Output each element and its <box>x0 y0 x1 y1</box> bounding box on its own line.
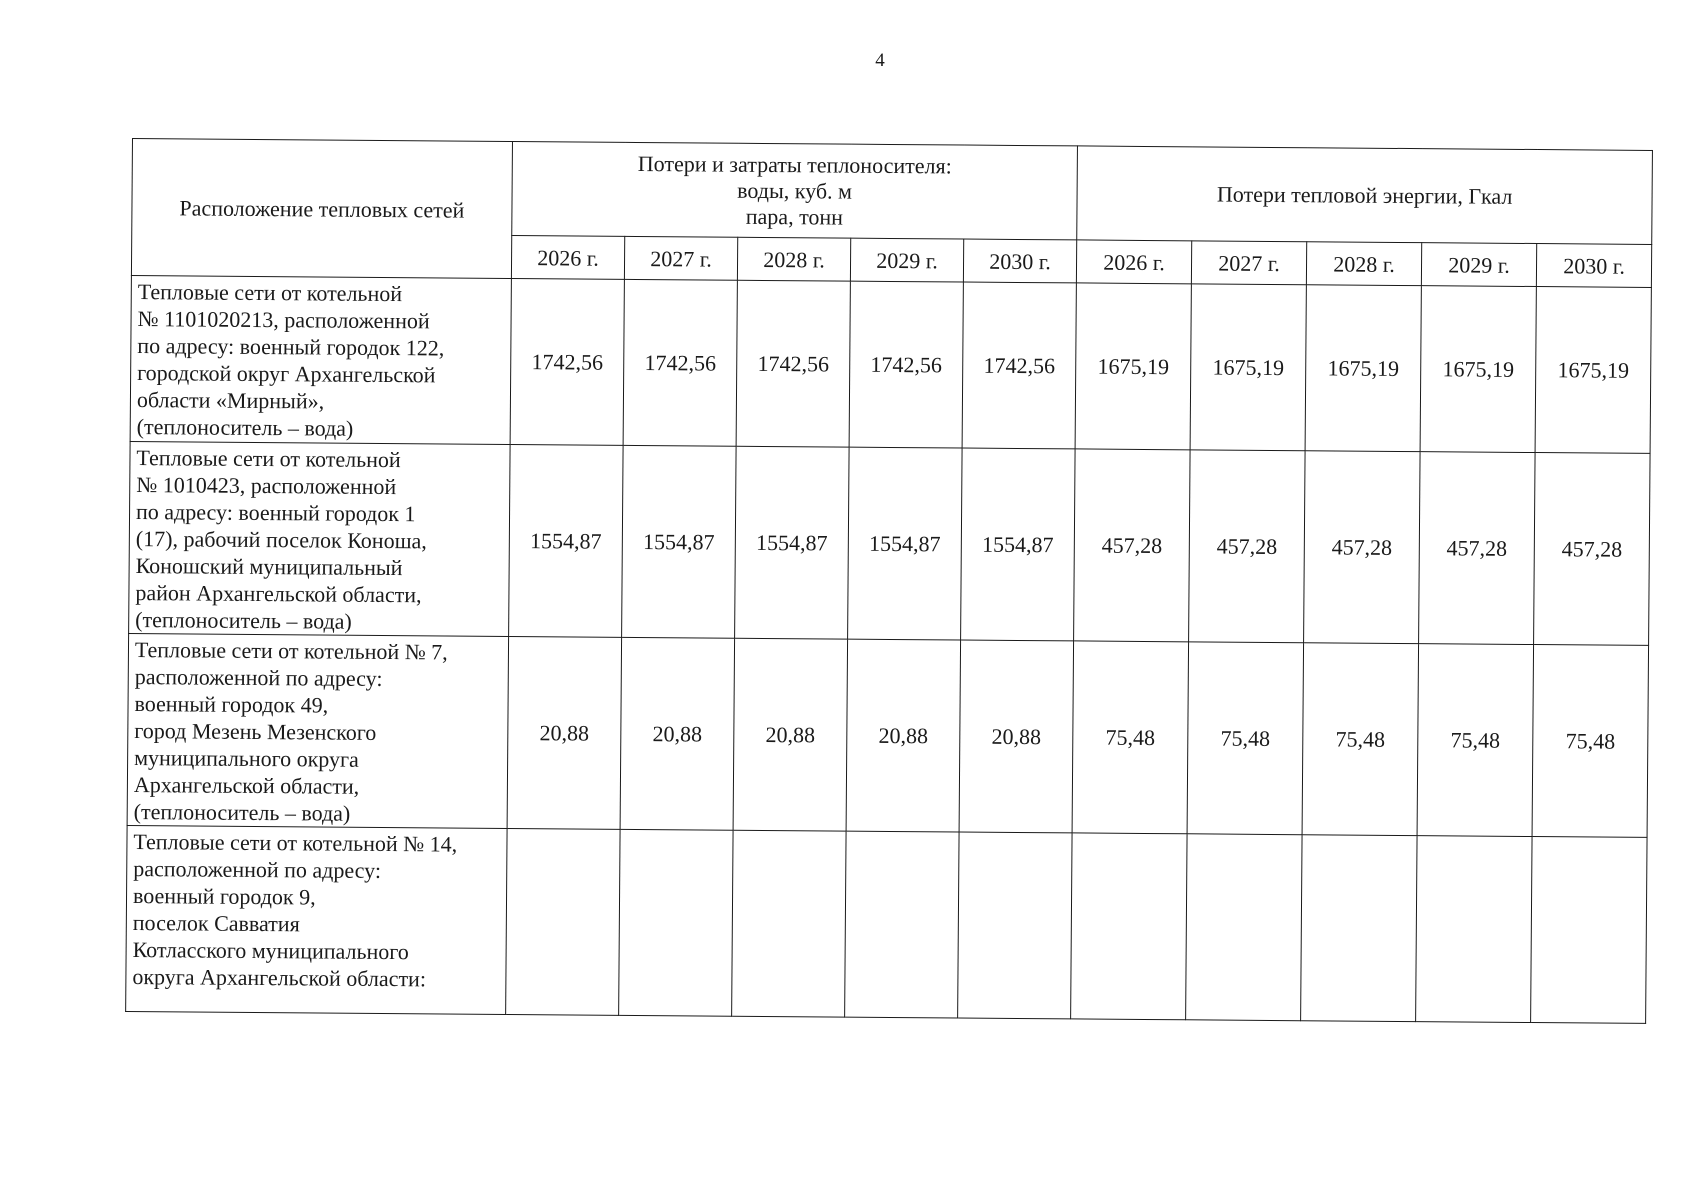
coolant-loss-value <box>958 832 1073 1019</box>
coolant-loss-value: 20,88 <box>846 639 961 832</box>
heat-loss-value: 1675,19 <box>1075 283 1191 450</box>
location-line: поселок Савватия <box>132 910 300 937</box>
location-line: (теплоноситель – вода) <box>136 414 354 441</box>
location-line: по адресу: военный городок 122, <box>137 333 445 361</box>
header-heat-year: 2030 г. <box>1536 244 1651 288</box>
heat-loss-value <box>1071 833 1187 1020</box>
location-line: расположенной по адресу: <box>133 856 382 883</box>
heat-loss-value <box>1186 834 1302 1021</box>
coolant-loss-value <box>845 831 959 1018</box>
heat-loss-value: 457,28 <box>1534 453 1651 646</box>
coolant-loss-value: 1742,56 <box>736 280 850 447</box>
header-coolant-line: Потери и затраты теплоносителя: <box>637 150 952 178</box>
header-coolant-year: 2030 г. <box>963 239 1076 283</box>
location-line: город Мезень Мезенского <box>134 718 377 745</box>
location-line: (теплоноситель – вода) <box>135 607 352 634</box>
heat-loss-value <box>1531 837 1648 1024</box>
location-line: № 1101020213, расположенной <box>137 306 430 334</box>
location-line: муниципального округа <box>134 745 359 772</box>
header-coolant-losses <box>512 141 1078 239</box>
coolant-loss-value: 1554,87 <box>735 446 850 639</box>
header-heat-year: 2026 г. <box>1076 240 1191 284</box>
location-line: Тепловые сети от котельной № 7, <box>134 637 448 665</box>
location-line: Тепловые сети от котельной <box>137 279 403 307</box>
header-coolant-year: 2027 г. <box>624 236 737 280</box>
heat-loss-value: 457,28 <box>1074 449 1191 642</box>
coolant-loss-value: 1742,56 <box>849 281 963 448</box>
header-coolant-line: воды, куб. м <box>737 177 853 204</box>
location-line: Тепловые сети от котельной № 14, <box>133 829 458 857</box>
header-coolant-year: 2026 г. <box>511 235 624 279</box>
header-heat-year: 2028 г. <box>1306 242 1421 286</box>
coolant-loss-value <box>619 829 733 1016</box>
heat-loss-value: 1675,19 <box>1535 287 1651 454</box>
table-row <box>129 441 1651 645</box>
location-line: район Архангельской области, <box>135 580 422 608</box>
location-line: № 1010423, расположенной <box>136 472 397 500</box>
heat-loss-value: 1675,19 <box>1420 286 1536 453</box>
heat-loss-value <box>1301 835 1417 1022</box>
location-line: (теплоноситель – вода) <box>133 799 351 826</box>
heat-loss-value: 75,48 <box>1187 642 1304 835</box>
header-coolant-year: 2028 г. <box>737 237 850 281</box>
coolant-loss-value: 1554,87 <box>509 444 624 637</box>
location-line: Архангельской области, <box>133 772 360 799</box>
location-line: Котласского муниципального <box>132 937 409 965</box>
table-row <box>130 275 1651 453</box>
header-heat-losses: Потери тепловой энергии, Гкал <box>1077 146 1653 245</box>
coolant-loss-value: 1742,56 <box>510 278 624 445</box>
coolant-loss-value <box>732 830 846 1017</box>
location-cell <box>130 275 511 444</box>
heat-loss-value: 75,48 <box>1072 641 1189 834</box>
page-number: 4 <box>875 50 885 71</box>
heat-loss-value: 75,48 <box>1417 644 1534 837</box>
location-line: (17), рабочий поселок Коноша, <box>135 526 427 554</box>
heat-loss-value: 75,48 <box>1532 645 1649 838</box>
coolant-loss-value: 20,88 <box>620 637 735 830</box>
location-line: городской округ Архангельской <box>137 360 436 388</box>
header-coolant-line: пара, тонн <box>745 203 844 230</box>
table-row <box>126 825 1648 1023</box>
coolant-loss-value: 1554,87 <box>848 447 963 640</box>
location-cell <box>127 633 508 828</box>
coolant-loss-value: 20,88 <box>959 640 1074 833</box>
coolant-loss-value <box>506 828 620 1015</box>
location-line: расположенной по адресу: <box>134 664 383 691</box>
location-line: округа Архангельской области: <box>132 964 427 992</box>
header-heat-year: 2027 г. <box>1191 241 1306 285</box>
coolant-loss-value: 20,88 <box>507 636 622 829</box>
location-cell <box>129 441 510 636</box>
coolant-loss-value: 1742,56 <box>962 282 1076 449</box>
heat-loss-value: 1675,19 <box>1305 285 1421 452</box>
location-line: Тепловые сети от котельной <box>136 445 401 473</box>
location-line: по адресу: военный городок 1 <box>135 499 416 527</box>
heat-loss-value: 1675,19 <box>1190 284 1306 451</box>
coolant-loss-value: 20,88 <box>733 638 848 831</box>
header-location: Расположение тепловых сетей <box>131 139 512 279</box>
coolant-loss-value: 1554,87 <box>961 448 1076 641</box>
heat-loss-value: 75,48 <box>1302 643 1419 836</box>
heat-loss-value: 457,28 <box>1304 451 1421 644</box>
coolant-loss-value: 1742,56 <box>623 279 737 446</box>
header-heat-year: 2029 г. <box>1421 243 1536 287</box>
header-coolant-year: 2029 г. <box>850 238 963 282</box>
heat-loss-value: 457,28 <box>1419 452 1536 645</box>
heat-loss-value <box>1416 836 1532 1023</box>
losses-table <box>125 138 1653 1024</box>
table-row <box>127 633 1649 837</box>
losses-table-container <box>125 138 1652 1024</box>
location-line: Коношский муниципальный <box>135 553 403 581</box>
coolant-loss-value: 1554,87 <box>622 445 737 638</box>
location-cell <box>126 825 507 1014</box>
location-line: военный городок 49, <box>134 691 329 718</box>
heat-loss-value: 457,28 <box>1189 450 1306 643</box>
location-line: области «Мирный», <box>136 387 325 414</box>
location-line: военный городок 9, <box>132 883 316 910</box>
